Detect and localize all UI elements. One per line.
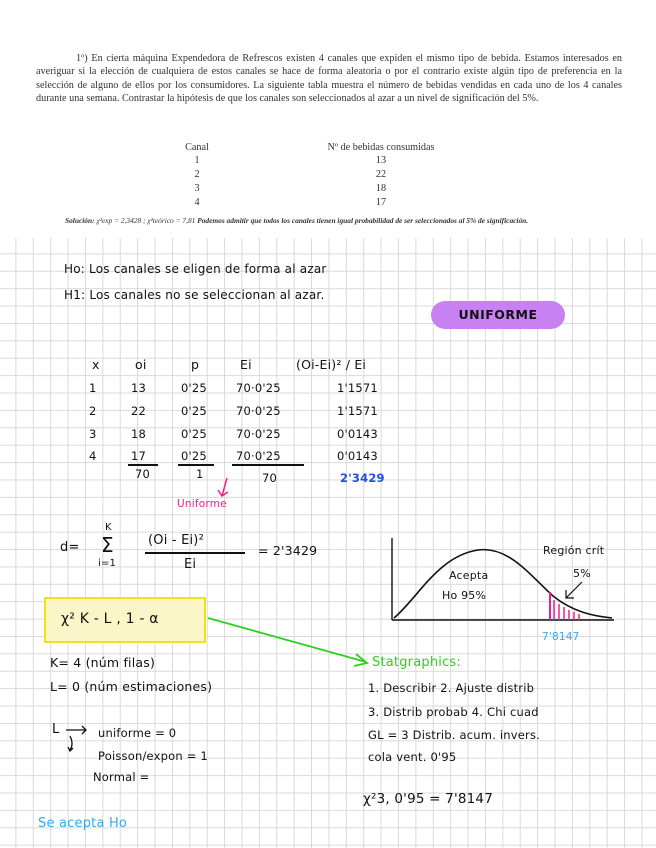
statgraphics-step-2: 3. Distrib probab 4. Chi cuad <box>368 705 539 719</box>
l-normal: Normal = <box>93 770 150 784</box>
solution-values: χ²exp = 2,3428 ; χ²teórico = 7,81 <box>96 216 196 225</box>
graph-region-label: Región crít <box>543 544 605 557</box>
chi-critical-result: χ²3, 0'95 = 7'8147 <box>363 791 494 807</box>
k-line: K= 4 (núm filas) <box>50 655 156 670</box>
total-p: 1 <box>196 467 204 481</box>
row1-x: 1 <box>89 381 97 395</box>
bebidas-3: 18 <box>375 183 387 194</box>
solution-line <box>65 216 625 225</box>
statgraphics-step-4: cola vent. 0'95 <box>368 750 457 764</box>
formula-denominator: Ei <box>184 557 197 572</box>
statgraphics-step-1: 1. Describir 2. Ajuste distrib <box>368 681 535 695</box>
col-p-header: p <box>191 357 200 372</box>
fraction-line <box>145 552 245 554</box>
sum-symbol: Σ <box>101 533 114 557</box>
statgraphics-step-3: GL = 3 Distrib. acum. invers. <box>368 728 541 742</box>
null-hypothesis: Ho: Los canales se eligen de forma al azar <box>64 262 327 276</box>
sum-underline-oi <box>128 464 158 466</box>
l-uniforme: uniforme = 0 <box>98 726 177 740</box>
alternative-hypothesis: H1: Los canales no se seleccionan al azar. <box>64 288 325 302</box>
row4-p: 0'25 <box>181 449 207 463</box>
sum-lower: i=1 <box>98 558 117 569</box>
total-oi: 70 <box>135 467 151 481</box>
row2-ei: 70·0'25 <box>236 404 281 418</box>
col-ei-header: Ei <box>240 357 252 372</box>
formula-numerator: (Oi - Ei)² <box>148 533 204 548</box>
canal-1: 1 <box>194 155 200 166</box>
graph-ho-label: Ho 95% <box>442 589 487 602</box>
region-arrow-icon <box>560 580 590 602</box>
row4-chi: 0'0143 <box>337 449 378 463</box>
col-chi-header: (Oi-Ei)² / Ei <box>296 357 367 372</box>
total-ei: 70 <box>262 471 278 485</box>
row2-chi: 1'1571 <box>337 404 378 418</box>
col-x-header: x <box>92 357 100 372</box>
solution-label: Solución: <box>65 216 95 225</box>
total-chi: 2'3429 <box>340 471 385 485</box>
bebidas-4: 17 <box>375 197 387 208</box>
l-line: L= 0 (núm estimaciones) <box>50 679 213 694</box>
sum-upper: K <box>105 522 112 533</box>
row3-ei: 70·0'25 <box>236 427 281 441</box>
canal-2: 2 <box>194 169 200 180</box>
row1-p: 0'25 <box>181 381 207 395</box>
l-poisson: Poisson/expon = 1 <box>98 749 208 763</box>
row2-oi: 22 <box>131 404 147 418</box>
d-label: d= <box>60 540 80 555</box>
col-oi-header: oi <box>135 357 147 372</box>
row3-chi: 0'0143 <box>337 427 378 441</box>
chi-square-formula: χ² K - L , 1 - α <box>61 611 159 627</box>
table-header-canal: Canal <box>185 142 209 153</box>
graph-accept-label: Acepta <box>449 569 489 582</box>
statgraphics-title: Statgraphics: <box>372 655 461 670</box>
chi-square-box <box>44 597 206 643</box>
pink-arrow-icon <box>215 476 235 500</box>
row3-oi: 18 <box>131 427 147 441</box>
l-label: L <box>52 722 60 737</box>
uniforme-note: Uniforme <box>177 498 227 510</box>
graph-critical-value: 7'8147 <box>542 631 580 643</box>
row1-ei: 70·0'25 <box>236 381 281 395</box>
graph-pct-label: 5% <box>573 567 591 580</box>
row4-ei: 70·0'25 <box>236 449 281 463</box>
row4-oi: 17 <box>131 449 147 463</box>
conclusion: Se acepta Ho <box>38 816 128 831</box>
green-arrow-icon <box>206 610 376 672</box>
sum-underline-ei <box>232 464 304 466</box>
table-header-bebidas: Nº de bebidas consumidas <box>327 142 435 153</box>
row1-chi: 1'1571 <box>337 381 378 395</box>
bebidas-1: 13 <box>375 155 387 166</box>
row4-x: 4 <box>89 449 97 463</box>
formula-result: = 2'3429 <box>258 543 318 558</box>
uniforme-badge: UNIFORME <box>431 301 565 329</box>
row2-x: 2 <box>89 404 97 418</box>
bebidas-2: 22 <box>375 169 387 180</box>
row2-p: 0'25 <box>181 404 207 418</box>
canal-4: 4 <box>194 197 200 208</box>
sum-underline-p <box>178 464 214 466</box>
canal-3: 3 <box>194 183 200 194</box>
solution-text: Podemos admitir que todos los canales tienen igual probabilidad de ser seleccionados al 5% de significación. <box>197 216 529 225</box>
row1-oi: 13 <box>131 381 147 395</box>
branch-arrows-icon <box>64 722 94 762</box>
row3-x: 3 <box>89 427 97 441</box>
row3-p: 0'25 <box>181 427 207 441</box>
printed-problem <box>0 0 656 238</box>
problem-text: 1º) En cierta máquina Expendedora de Refrescos existen 4 canales que expiden el mismo tipo de bebida. Estamos interesados en averiguar si la elección de cualquiera de estos canales se hace de forma aleatoria o por el contrario existe algún tipo de preferencia en la selección de alguno de ellos por los consumidores. La siguiente tabla muestra el número de bebidas vendidas en cada uno de los 4 canales durante una semana. Contrastar la hipótesis de que los canales son seleccionados al azar a un nivel de significación del 5%. <box>36 53 622 104</box>
